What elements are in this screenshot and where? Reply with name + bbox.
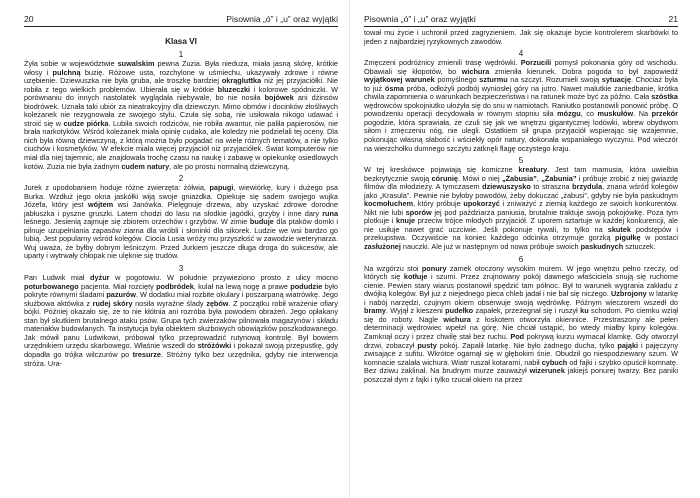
right-page — [350, 0, 700, 498]
text-run: od fajki i szybko opuścił komnatę. Bez dziwu zaklinał. Na brudnym murze zauważył — [364, 357, 678, 376]
bold-term: wichura — [443, 314, 471, 324]
text-run: dla ptaków domki i pilnuje uzupełniania zapasów ziarna dla wróbli i słoninki dla sikorek. Ludzie we wsi bardzo go lubią. Jest popularny wśród kolegów. Ciocia Lusia wróży mu przyszłość w zawodzie weterynarza. Wuj uważa, że byłby dobrym leśniczym. Przed Jurkiem jeszcze długa droga do sukcesów, ale uparty i wytrwały chłopak nie ulęknie się trudów. — [24, 217, 338, 261]
text-run: i szumi. Przez zrujnowany pokój dawnego właściciela snują się ruchome cienie. Pewien stary wiarus postanowił spędzić tam północ. Był to warunek wygrania zakładu z dwójką kolegów. Był już z niejednego pieca chleb jadał i nie bał się niczego. — [364, 272, 679, 299]
text-run: pacjenta. Miał rozcięty — [78, 281, 157, 291]
text-run: i kolorowe spódniczki. W porównaniu do innych nastolatek wyglądała niebywale, bo nie nosiła — [24, 84, 338, 103]
bold-term: sytuację — [601, 75, 632, 85]
exercise-paragraph — [364, 59, 678, 153]
text-run: Na wzgórzu stoi — [364, 263, 422, 273]
bold-term: córunię — [431, 173, 458, 183]
bold-term: wyjątkowej — [364, 75, 403, 85]
bold-term: bojówek — [264, 93, 294, 103]
exercise-number: 5 — [518, 156, 524, 166]
exercise-paragraph — [24, 184, 338, 261]
text-run: , co — [580, 109, 598, 119]
bold-term: zębów — [206, 298, 229, 308]
exercise-paragraph — [24, 60, 338, 171]
text-run: i pajęczyny zwisające z sufitu. Wkrótce ogarnął się w głębokim śnie. Obudził go niespodziewany szum. W komnacie szalała wichura. Wiatr ruszał kotarami, nabił — [364, 340, 679, 367]
text-run: , znana wśród kolegów jako „Krasula”. Pewnie nie byłoby powodów, żeby dokuczać „żabusi”, gdyby nie była paskudnym — [364, 182, 678, 200]
text-run: było pokryte równymi śladami — [24, 281, 338, 300]
bold-term: ponury — [421, 263, 447, 273]
text-run: wędrowców spokojniutko ułożyła się do snu w namiotach. Raniutko postanowili ponowić próbę. O powodzeniu operacji decydowała w równym stopniu siła — [364, 100, 678, 119]
bold-term: kocmołuchem — [364, 199, 414, 209]
running-title: Pisownia „ó” i „u” oraz wyjątki — [226, 14, 338, 24]
exercise-number: 3 — [178, 264, 184, 274]
text-run: zamek otoczony wysokim murem. W jego wnętrzu pełno rzeczy, od których się — [364, 263, 679, 282]
bold-term: „Żabusia” — [501, 173, 537, 183]
bold-term: sporów — [405, 207, 432, 217]
bold-term: bramy — [364, 306, 386, 316]
bold-term: pudełko — [445, 306, 474, 316]
text-run: pewna Zuzia. Była nieduża, miała jasną skórę, krótkie włosy i — [24, 59, 338, 77]
text-run: i pokazał swoją przepustkę, gdy dopadła go trójka wilczurów po — [24, 341, 338, 359]
bold-term: podbródek — [156, 281, 194, 291]
bold-term: cybuch — [541, 357, 568, 367]
text-run: jej pod paździarza paniusia, brutalnie traktuje swoją pokojówkę. Poza tym plotkuje i — [364, 207, 678, 226]
continued-paragraph — [364, 29, 678, 46]
running-title: Pisownia „ó” i „u” oraz wyjątki — [364, 14, 476, 24]
text-run: . Jest tam mamusia, która uwielbia bezkrytycznie swoją — [364, 165, 679, 183]
bold-term: Porzucili — [520, 58, 552, 68]
text-run: w postaci — [640, 233, 678, 243]
text-run: , ale po prostu normalną dziewczyną. — [169, 161, 290, 171]
bold-term: stróżówki — [197, 341, 232, 351]
bold-term: wichura — [461, 66, 490, 76]
bold-term: pusty — [417, 340, 437, 350]
text-run: Żyła sobie w województwie — [24, 59, 118, 68]
bold-term: pająki — [617, 340, 639, 350]
right-sections — [364, 49, 678, 384]
left-sections — [24, 50, 338, 368]
bold-term: rudej skóry — [92, 298, 133, 308]
exercise-number: 2 — [178, 174, 184, 184]
text-run: zmieniła kierunek. Dobra pogoda to był zapowiedź — [489, 66, 678, 76]
exercise-paragraph — [364, 166, 678, 251]
bold-term: szturmu — [479, 75, 508, 85]
text-run: jakiejś ponurej twarzy. Bez paniki poszczał dym z fajki i tylko rzucał okiem na przez — [364, 366, 678, 384]
text-run: leśnego. Jesienią zajmuje się zbiorem orzechów i grzybów. W zimie — [24, 217, 250, 227]
text-run: przeciw trójce młodych przyjaciół. Z uporem sztartuje w każdej konkurencji, ale nie usiłuje nawet grać uczciwie. Jeśli pokonuje rywali, to tylko na — [364, 216, 678, 234]
page-number: 20 — [24, 14, 34, 24]
bold-term: runa — [322, 208, 338, 218]
text-run: niż jej przyjaciółki. Nie robiła z tego wielkich problemów. Ubierała się w krótkie — [24, 76, 338, 94]
text-run: . Stróżny tylko bez urzędnika, gdyby nie interwencja stróża. Ura- — [24, 349, 338, 368]
bold-term: wójtem — [88, 200, 114, 210]
bold-term: brzydula — [572, 182, 603, 192]
bold-term: kotłuje — [403, 272, 428, 282]
bold-term: pulchną — [52, 67, 81, 77]
running-head-left — [24, 14, 338, 27]
bold-term: ku — [580, 306, 589, 316]
bold-term: pazurów — [106, 290, 136, 300]
text-run: Zmęczeni podróżnicy zmienili trasę wędrówki. — [364, 58, 521, 68]
text-run: . W dodatku miał rozbite okulary i poszarpaną wiatrówkę. Jego służbowa aktówka z — [24, 290, 338, 308]
page-number: 21 — [668, 14, 678, 24]
bold-term: dyżur — [90, 273, 110, 283]
text-run: sztuczek. — [623, 242, 656, 252]
text-run: , który próbuje — [413, 199, 464, 209]
bold-term: ósma — [384, 83, 404, 93]
text-run: . Wyjął z kieszeni — [385, 306, 446, 316]
text-run: pokrywą kurzu wymacał klamkę. Gdy otworzył drzwi, zobaczył — [364, 331, 678, 350]
text-run: schodom. Po ciemku wziął się do roboty. Nagle — [364, 306, 679, 324]
text-run: . Chociaż była to już — [364, 75, 678, 93]
bold-term: muskułów — [597, 109, 634, 119]
right-page-body — [364, 29, 678, 384]
bold-term: „Żabunia” — [541, 173, 577, 183]
exercise-number: 6 — [518, 254, 524, 264]
bold-term: przekór — [651, 109, 678, 119]
text-run: . Mówi o niej — [457, 173, 502, 183]
bold-term: skutek — [607, 224, 631, 234]
bold-term: dziewuszysko — [482, 182, 531, 192]
text-run: . Na — [633, 109, 652, 119]
text-run: z łoskotem otworzyła okiennice. Przestraszony ale pełen determinacji wędrowiec wpełzł na górę. Nie chciał ustąpić, bo wtedy miałby kpiny kolegów. Zamknął oczy i przez chwilę stał bez ruchu. — [364, 314, 678, 341]
exercise-number: 1 — [178, 50, 184, 59]
bold-term: bluzeczki — [217, 84, 251, 94]
bold-term: kreatury — [518, 165, 548, 175]
bold-term: pigułkę — [615, 233, 641, 243]
exercise-paragraph — [364, 265, 678, 385]
text-run: próba, odłożyli podbój wyniosłej góry na jutro. Nawet malutkie zaniedbanie, krótka chwila zapomnienia o warunkach bezpieczeństwa i na ratunek może być za późno. Cała — [364, 83, 679, 102]
text-run: Jurek z upodobaniem hoduje różne zwierzęta: żółwia, — [24, 183, 210, 193]
text-run: nosiła wyraźne ślady — [132, 298, 207, 308]
text-run: pomyślnego — [434, 75, 480, 85]
exercise-paragraph — [24, 274, 338, 368]
text-run: w pogotowiu. W południe przywieziono prosto z ulicy mocno — [109, 273, 338, 283]
bold-term: tresurze — [132, 349, 161, 359]
text-run: pogodzie, która sprawiała, że czuli się jak we wnętrzu gigantycznej lodówki, wbrew obydwom siłom i zmęczeniu nóg, nie ulegli. Ostatkiem sił grupa przyjaciół wspierając się wzajemnie, pokonując własną słabość i wściekły opór natury, dokonała wspaniałego wyczynu. Pod wieczór na wierzchołku dumnego szczytu zatknęli flagę oczystego kraju. — [364, 117, 678, 153]
text-run: podstępów i przekupstwa. Oczywiście na koniec każdego odcinka otrzymuje gorzką — [364, 224, 678, 243]
text-run: wsi Janówka. Pielęgnuje drzewa, aby uzyskać zdrowe dorodne jabłuszka i pyszne gruszki. Latem chodzi do lasu na słodkie jagódki, grzyby i inne dary — [24, 200, 339, 218]
bold-term: Uzbrojony — [610, 289, 647, 299]
text-run: , kulał na lewą nogę a prawe — [193, 281, 291, 291]
bold-term: warunek — [405, 75, 435, 85]
text-run: pomysł pokonania góry od wschodu. Obawiali się kłopotów, bo — [364, 58, 678, 76]
text-run: buzię. Różowe usta, rozchylone w uśmiechu, ukazywały zdrowe i równe uzębienie. Dziewuszka nie była gruba, ale troszkę bardziej — [24, 67, 339, 86]
text-run: Pan Ludwik miał — [24, 273, 91, 283]
text-run: , — [536, 173, 542, 183]
bold-term: cudem natury — [121, 161, 170, 171]
bold-term: paskudnych — [580, 242, 624, 252]
text-run: na szczyt. Rozumieli swoją — [507, 75, 602, 85]
text-run: ani dżinsów biodrówek. Uznała taki ubiór za nieatrakcyjny dla dziewczyn. Mimo obmów i docinków złośliwych koleżanek nie rezygnowała ze swojego stylu. Czuła się sobą, nie usiłowała nikogo udawać i stroić się w — [24, 93, 338, 128]
bold-term: podudzie — [290, 281, 323, 291]
class-heading: Klasa VI — [165, 37, 197, 46]
bold-term: buduje — [249, 217, 274, 227]
running-head-right — [364, 14, 678, 27]
text-run: pokój. Zapalił latarkę. Nie było żadnego ducha, tylko — [436, 340, 618, 350]
bold-term: suwalskim — [117, 59, 155, 68]
bold-term: Pod — [510, 331, 525, 341]
text-run: zapałek, przeżegnał się i ruszył — [473, 306, 581, 316]
text-run: . Lubiła swoich rodziców, nie robiła awantur, nie paliła papierosów, nie brała narkotyków. Wśród koleżanek miała opinię cudaka, ale koledzy nie podzielali tej oceny. Dla nich była równą dziewczyną, z którą można było pogadać na wiele różnych tematów, a nie tylko ciuchów i kosmetyków. W efekcie miała więcej przyjaciół niż przyjaciółek. Świat komputerów nie miał dla niej tajemnic, ale znajdowała trochę czasu na naukę i zabawę w opiekunkę osiedlowych kotów. Zuzia nie była żadnym — [24, 118, 338, 171]
exercise-number: 4 — [518, 49, 524, 59]
text-run: . Z początku robił wrażenie ofiary bójki. Później okazało się, że to nie kłótnia ani rozróba była powodem obrażeń. Jego opłakany stan był skutkiem brutalnego ataku psów. Grupa tych zwierzaków pilnowała magazynów i składu materiałów budowlanych. Ta instytucja była obiektem służbowych obowiązków poszkodowanego. Jak mówił panu Ludwikowi, próbował tylko przeprowadzić rutynową kontrolę. Był bowiem urzędnikiem urzędu skarbowego. Właśnie wszedł do — [24, 298, 338, 351]
bold-term: papugi — [209, 183, 234, 193]
text-run: to straszna — [530, 182, 573, 192]
bold-term: poturbowanego — [24, 281, 79, 291]
bold-term: cudze piórka — [63, 118, 109, 128]
bold-term: zasłużonej — [364, 242, 401, 252]
bold-term: knuje — [396, 216, 416, 226]
text-run: w latarkę i nabój narzędzi, czujnym okiem obserwuje swoją wędrówkę. Późnym wieczorem wszedł do — [364, 289, 678, 307]
bold-term: upokorzyć — [463, 199, 500, 209]
bold-term: szóstka — [651, 92, 678, 102]
bold-term: okrągluttka — [221, 76, 262, 86]
bold-term: wizerunek — [529, 366, 565, 376]
text-run: W tej kreskówce pojawiają się komiczne — [364, 165, 519, 175]
text-run: i zniważyć z ziemią każdego ze swoich konkurentów. Nikt nie lubi — [364, 199, 678, 217]
left-page-body — [24, 37, 338, 368]
text-run: tował mu życie i uchronił przed zagryzieniem. Jak się okazuje bycie kontrolerem skarbówki to jeden z najbardziej ryzykownych zawodów. — [364, 28, 678, 46]
bold-term: mózgu — [557, 109, 581, 119]
text-run: i próbuje zrobić z niej gwiazdę filmów dla młodzieży. A tymczasem — [364, 173, 678, 192]
text-run: , wiewiórkę, kury i dużego psa Burka. Wzdłuż jego okna jaskółki wiją swoje gniazdka. Opiekuje się sadem swojego wujka Józefa, który jest — [24, 183, 338, 210]
text-run: nauczki. Ale już w następnym od nowa próbuje swoich — [400, 242, 581, 252]
